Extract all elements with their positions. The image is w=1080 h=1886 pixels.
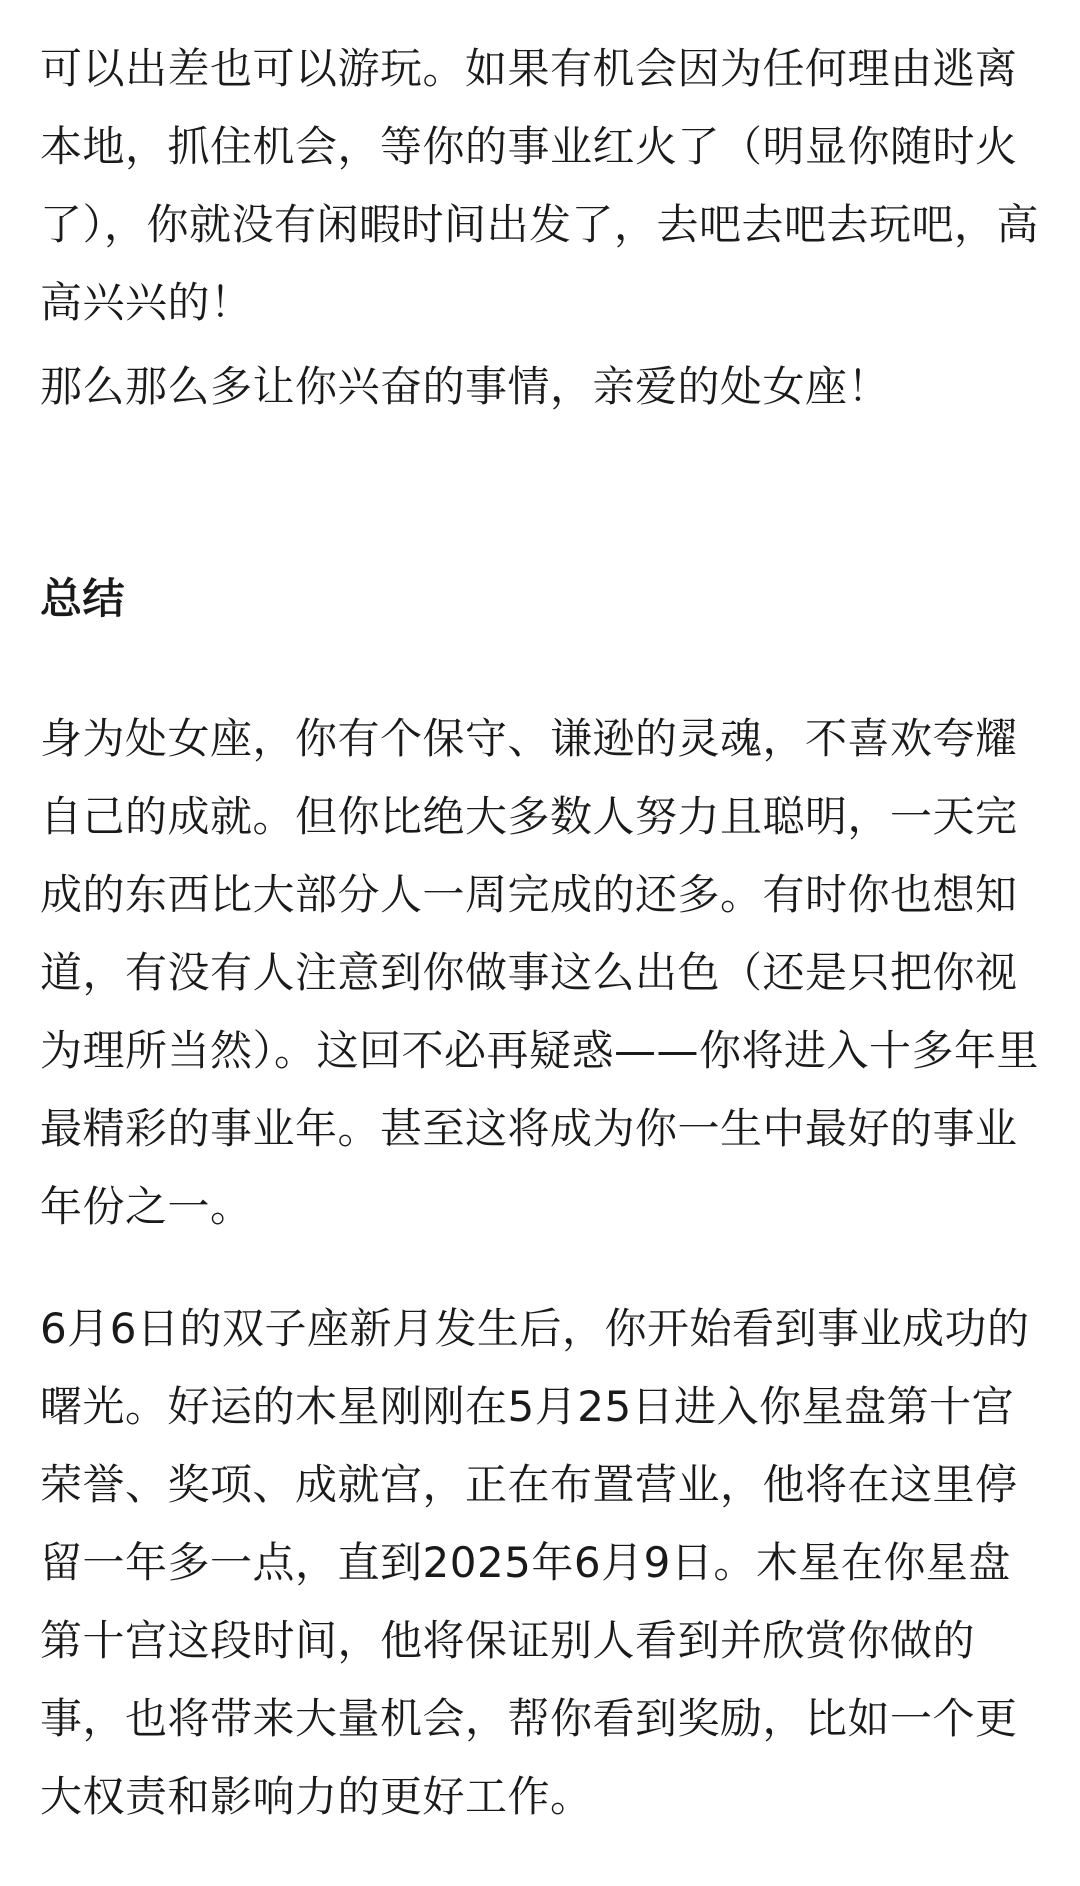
paragraph-summary: 身为处女座，你有个保守、谦逊的灵魂，不喜欢夸耀自己的成就。但你比绝大多数人努力且聪明，一天完成的东西比大部分人一周完成的还多。有时你也想知道，有没有人注意到你做事这么出色（还是只把你视为理所当然）。这回不必再疑惑——你将进入十多年里最精彩的事业年。甚至这将成为你一生中最好的事业年份之一。 <box>40 714 1040 1231</box>
paragraph-excitement: 那么那么多让你兴奋的事情，亲爱的处女座！ <box>40 362 891 411</box>
section-heading-summary: 总结 <box>40 574 126 623</box>
clipped-top-line <box>40 0 1040 18</box>
paragraph-travel: 可以出差也可以游玩。如果有机会因为任何理由逃离本地，抓住机会，等你的事业红火了（明显你随时火了），你就没有闲暇时间出发了，去吧去吧去玩吧，高高兴兴的！ <box>40 44 1040 327</box>
paragraph-jupiter: 6月6日的双子座新月发生后，你开始看到事业成功的曙光。好运的木星刚刚在5月25日进入你星盘第十宫荣誉、奖项、成就宫，正在布置营业，他将在这里停留一年多一点，直到2025年6月9日。木星在你星盘第十宫这段时间，他将保证别人看到并欣赏你做的事，也将带来大量机会，帮你看到奖励，比如一个更大权责和影响力的更好工作。 <box>40 1304 1030 1821</box>
